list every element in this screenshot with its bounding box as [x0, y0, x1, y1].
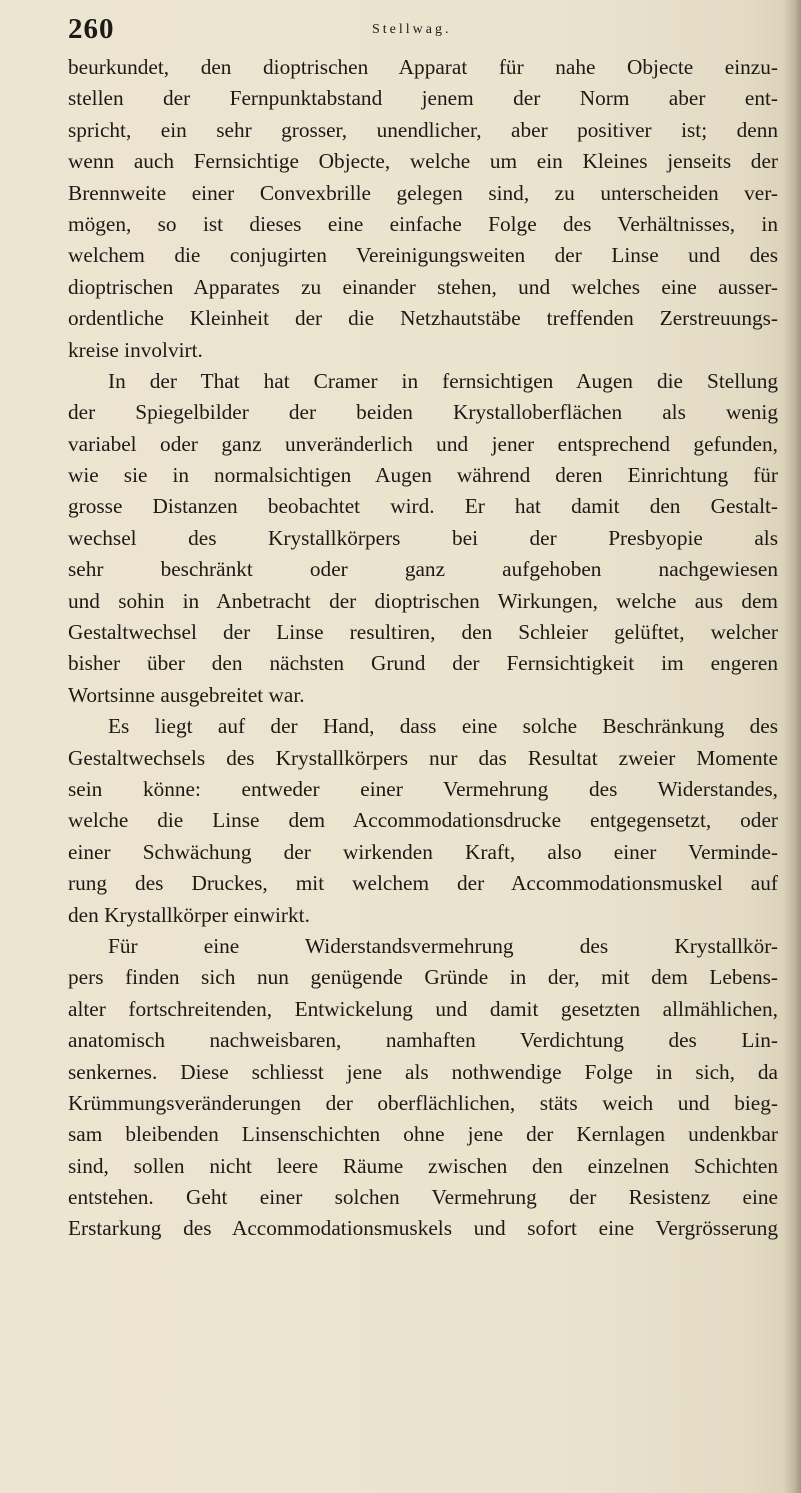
text-line: mögen, so ist dieses eine einfache Folge des Verhältnisses, in: [68, 211, 778, 236]
page-header: [0, 0, 801, 50]
text-line: Wortsinne ausgebreitet war.: [68, 682, 305, 707]
text-line: ordentliche Kleinheit der die Netzhautstäbe treffenden Zerstreuungs-: [68, 306, 778, 331]
text-line: Erstarkung des Accommodationsmuskels und sofort eine Vergrösserung: [68, 1216, 778, 1241]
text-line: dioptrischen Apparates zu einander stehen, und welches eine ausser-: [68, 274, 778, 299]
text-line: senkernes. Diese schliesst jene als nothwendige Folge in sich, da: [68, 1059, 778, 1084]
running-head: Stellwag.: [372, 22, 452, 37]
body-text: [68, 52, 778, 1245]
text-line: wechsel des Krystallkörpers bei der Presbyopie als: [68, 525, 778, 550]
text-line: Für eine Widerstandsvermehrung des Krystallkör-: [108, 933, 778, 958]
text-line: anatomisch nachweisbaren, namhaften Verdichtung des Lin-: [68, 1028, 778, 1053]
text-line: kreise involvirt.: [68, 337, 203, 362]
text-line: In der That hat Cramer in fernsichtigen Augen die Stellung: [108, 368, 778, 393]
text-line: sam bleibenden Linsenschichten ohne jene der Kernlagen undenkbar: [68, 1122, 778, 1147]
text-line: sind, sollen nicht leere Räume zwischen den einzelnen Schichten: [68, 1153, 778, 1178]
text-line: sein könne: entweder einer Vermehrung des Widerstandes,: [68, 776, 778, 801]
text-line: entstehen. Geht einer solchen Vermehrung der Resistenz eine: [68, 1185, 778, 1210]
text-line: grosse Distanzen beobachtet wird. Er hat damit den Gestalt-: [68, 494, 778, 519]
text-line: Krümmungsveränderungen der oberflächlichen, stäts weich und bieg-: [68, 1090, 778, 1115]
text-line: Gestaltwechsels des Krystallkörpers nur das Resultat zweier Momente: [68, 745, 778, 770]
page-edge-shadow: [783, 0, 801, 1493]
text-line: welche die Linse dem Accommodationsdrucke entgegensetzt, oder: [68, 808, 778, 833]
text-line: der Spiegelbilder der beiden Krystalloberflächen als wenig: [68, 400, 778, 425]
text-line: einer Schwächung der wirkenden Kraft, also einer Verminde-: [68, 839, 778, 864]
text-line: wie sie in normalsichtigen Augen während deren Einrichtung für: [68, 463, 778, 488]
text-line: den Krystallkörper einwirkt.: [68, 902, 310, 927]
text-line: sehr beschränkt oder ganz aufgehoben nachgewiesen: [68, 557, 778, 582]
text-line: alter fortschreitenden, Entwickelung und damit gesetzten allmählichen,: [68, 996, 778, 1021]
text-line: Es liegt auf der Hand, dass eine solche Beschränkung des: [108, 714, 778, 739]
text-line: spricht, ein sehr grosser, unendlicher, aber positiver ist; denn: [68, 117, 778, 142]
text-line: wenn auch Fernsichtige Objecte, welche um ein Kleines jenseits der: [68, 149, 778, 174]
text-line: bisher über den nächsten Grund der Fernsichtigkeit im engeren: [68, 651, 778, 676]
text-line: stellen der Fernpunktabstand jenem der Norm aber ent-: [68, 86, 778, 111]
text-line: Brennweite einer Convexbrille gelegen sind, zu unterscheiden ver-: [68, 180, 778, 205]
text-line: variabel oder ganz unveränderlich und jener entsprechend gefunden,: [68, 431, 778, 456]
text-line: beurkundet, den dioptrischen Apparat für nahe Objecte einzu-: [68, 55, 778, 79]
text-line: pers finden sich nun genügende Gründe in der, mit dem Lebens-: [68, 965, 778, 990]
page-number: 260: [68, 13, 115, 45]
text-line: rung des Druckes, mit welchem der Accommodationsmuskel auf: [68, 871, 778, 896]
text-line: und sohin in Anbetracht der dioptrischen Wirkungen, welche aus dem: [68, 588, 778, 613]
text-line: Gestaltwechsel der Linse resultiren, den Schleier gelüftet, welcher: [68, 620, 778, 645]
text-line: welchem die conjugirten Vereinigungsweiten der Linse und des: [68, 243, 778, 268]
